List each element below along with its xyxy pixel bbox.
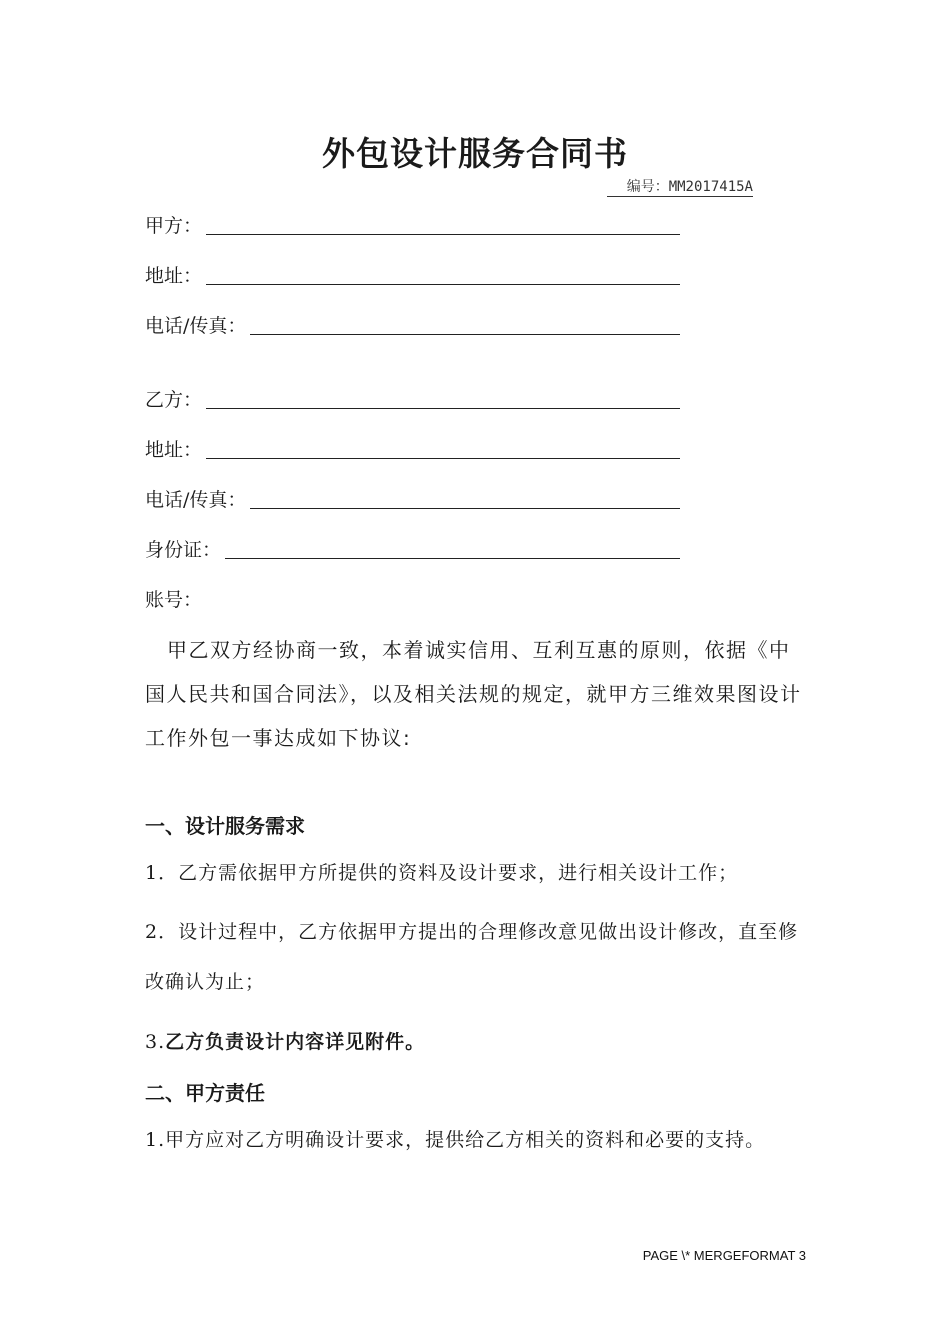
party-b-id-blank (225, 538, 680, 559)
party-b-account-field (145, 584, 680, 612)
party-b-name-blank (206, 388, 680, 409)
party-a-name-label: 甲方： (145, 215, 203, 237)
party-a-name-blank (206, 214, 680, 235)
section-2-item-1: 1.甲方应对乙方明确设计要求，提供给乙方相关的资料和必要的支持。 (145, 1129, 766, 1151)
party-b-id-label: 身份证： (145, 539, 222, 561)
section-1-heading: 一、设计服务需求 (145, 814, 305, 838)
section-1-item-2: 2．设计过程中，乙方依据甲方提出的合理修改意见做出设计修改，直至修改确认为止； (145, 921, 799, 993)
party-a-name-field (145, 210, 680, 238)
page-footer: PAGE \* MERGEFORMAT 3 (642, 1248, 806, 1263)
section-1-item-3-text: 乙方负责设计内容详见附件。 (165, 1031, 426, 1053)
party-b-address-field (145, 434, 680, 462)
party-a-phone-field (145, 310, 680, 338)
party-a-address-label: 地址： (145, 265, 203, 287)
section-2-heading: 二、甲方责任 (145, 1081, 265, 1105)
serial-number: 编号：MM2017415A (607, 178, 753, 197)
party-a-address-field (145, 260, 680, 288)
party-b-address-blank (206, 438, 680, 459)
party-a-phone-blank (250, 314, 680, 335)
party-a-address-blank (206, 264, 680, 285)
section-1-item-3 (145, 1017, 810, 1067)
party-b-account-label: 账号： (145, 589, 203, 611)
party-a-phone-label: 电话/传真： (145, 315, 247, 337)
party-b-phone-label: 电话/传真： (145, 489, 247, 511)
document-title: 外包设计服务合同书 (322, 134, 628, 173)
section-1-item-3-number: 3. (145, 1031, 166, 1053)
party-b-phone-blank (250, 488, 680, 509)
intro-paragraph: 甲乙双方经协商一致，本着诚实信用、互利互惠的原则，依据《中国人民共和国合同法》，以及相关法规的规定，就甲方三维效果图设计工作外包一事达成如下协议: (145, 638, 802, 750)
party-b-phone-field (145, 484, 680, 512)
party-b-name-field (145, 384, 680, 412)
party-b-name-label: 乙方： (145, 389, 203, 411)
party-b-address-label: 地址： (145, 439, 203, 461)
section-1-item-1: 1．乙方需依据甲方所提供的资料及设计要求，进行相关设计工作； (145, 862, 739, 884)
party-b-id-field (145, 534, 680, 562)
